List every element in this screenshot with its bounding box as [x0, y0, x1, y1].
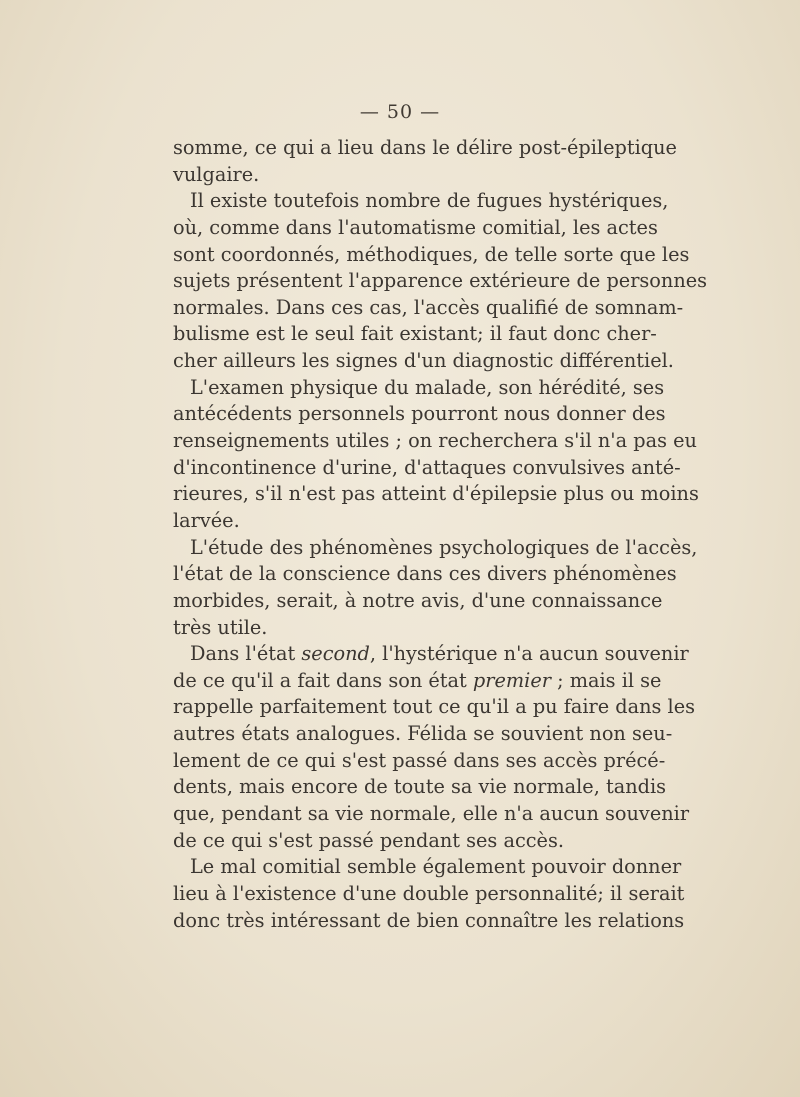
text-line: L'étude des phénomènes psychologiques de l'accès,	[190, 535, 698, 559]
text-line: l'état de la conscience dans ces divers phénomènes	[173, 562, 677, 586]
italic-term: second	[301, 642, 370, 666]
italic-term: premier	[472, 668, 551, 692]
text-line: très utile.	[173, 615, 268, 639]
text-line: L'examen physique du malade, son hérédité, ses	[190, 375, 665, 399]
text-line: somme, ce qui a lieu dans le délire post-épileptique	[173, 136, 677, 159]
text-line: bulisme est le seul fait existant; il faut donc cher-	[173, 322, 657, 346]
page-number: — 50 —	[359, 101, 441, 123]
text-line: d'incontinence d'urine, d'attaques convulsives anté-	[173, 455, 681, 479]
text-line: Le mal comitial semble également pouvoir donner	[190, 855, 682, 879]
text-line: normales. Dans ces cas, l'accès qualifié de somnam-	[173, 295, 684, 319]
text-line: antécédents personnels pourront nous donner des	[173, 402, 666, 426]
text-line: que, pendant sa vie normale, elle n'a aucun souvenir	[173, 802, 690, 826]
text-line: où, comme dans l'automatisme comitial, les actes	[173, 215, 658, 239]
text-line: cher ailleurs les signes d'un diagnostic différentiel.	[173, 349, 674, 373]
text-line: sont coordonnés, méthodiques, de telle sorte que les	[173, 242, 690, 266]
text-line: rieures, s'il n'est pas atteint d'épilepsie plus ou moins	[173, 482, 699, 506]
text-line: de ce qui s'est passé pendant ses accès.	[173, 828, 564, 852]
text-line: lieu à l'existence d'une double personnalité; il serait	[173, 881, 685, 905]
text-line: dents, mais encore de toute sa vie normale, tandis	[173, 775, 667, 799]
text-line: Il existe toutefois nombre de fugues hystériques,	[190, 189, 669, 213]
text-line: de ce qu'il a fait dans son état premier ; mais il se	[173, 668, 662, 692]
text-line: vulgaire.	[173, 162, 260, 186]
text-line: donc très intéressant de bien connaître les relations	[173, 908, 685, 932]
text-line: Dans l'état second, l'hystérique n'a aucun souvenir	[190, 642, 689, 666]
text-line: rappelle parfaitement tout ce qu'il a pu faire dans les	[173, 695, 696, 719]
text-line: autres états analogues. Félida se souvient non seu-	[173, 722, 673, 746]
text-line: lement de ce qui s'est passé dans ses accès précé-	[173, 748, 666, 772]
body-text	[173, 135, 708, 934]
text-line: morbides, serait, à notre avis, d'une connaissance	[173, 588, 663, 612]
text-line: larvée.	[173, 508, 240, 532]
text-line: sujets présentent l'apparence extérieure de personnes	[173, 269, 708, 293]
text-line: renseignements utiles ; on recherchera s'il n'a pas eu	[173, 429, 697, 453]
